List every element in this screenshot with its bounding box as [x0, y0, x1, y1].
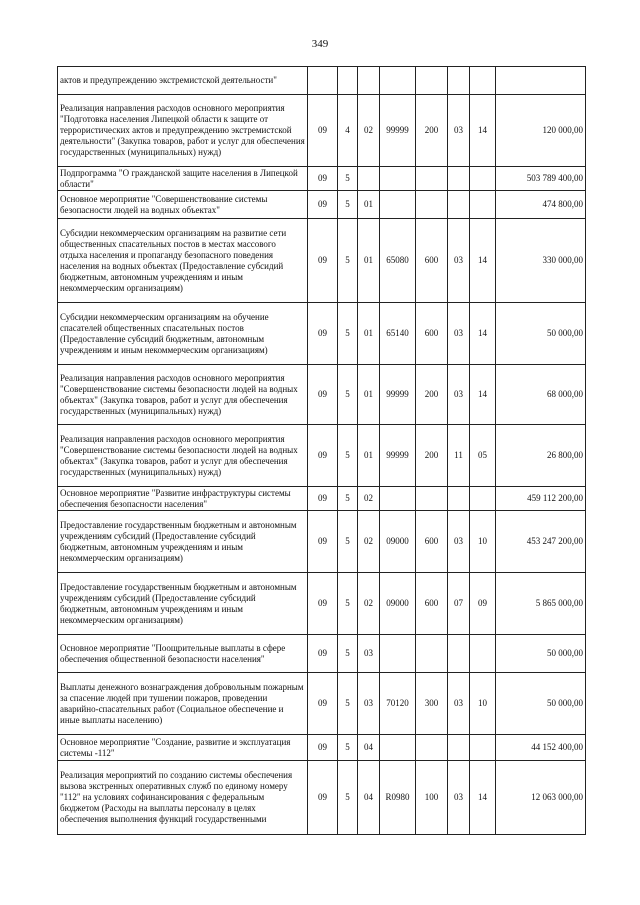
code-subsection [470, 735, 496, 761]
code-direction: 99999 [380, 95, 416, 167]
code-subprogram: 5 [338, 167, 358, 191]
code-program: 09 [308, 167, 338, 191]
code-program: 09 [308, 487, 338, 511]
code-subsection: 14 [470, 303, 496, 365]
code-section [448, 67, 470, 95]
row-name: Предоставление государственным бюджетным и автономным учреждениям субсидий (Предоставление субсидий бюджетным, автономным учреждениям и иным некоммерческим организациям) [58, 511, 308, 573]
code-main-activity: 02 [358, 487, 380, 511]
code-program: 09 [308, 761, 338, 835]
code-main-activity: 04 [358, 761, 380, 835]
code-direction [380, 487, 416, 511]
code-expense-type: 600 [416, 511, 448, 573]
code-expense-type: 600 [416, 303, 448, 365]
row-amount: 68 000,00 [496, 365, 586, 425]
code-section: 03 [448, 95, 470, 167]
code-expense-type: 200 [416, 95, 448, 167]
row-amount: 26 800,00 [496, 425, 586, 487]
page-number: 349 [311, 38, 329, 50]
row-amount: 5 865 000,00 [496, 573, 586, 635]
code-direction: 99999 [380, 365, 416, 425]
code-main-activity: 01 [358, 303, 380, 365]
table-row [58, 735, 586, 761]
code-section: 03 [448, 303, 470, 365]
code-expense-type: 300 [416, 673, 448, 735]
code-program: 09 [308, 635, 338, 673]
code-expense-type: 200 [416, 425, 448, 487]
code-main-activity: 03 [358, 673, 380, 735]
code-direction [380, 735, 416, 761]
table-row [58, 573, 586, 635]
table-row [58, 67, 586, 95]
code-subsection: 14 [470, 219, 496, 303]
code-subsection [470, 67, 496, 95]
code-expense-type [416, 67, 448, 95]
row-amount: 50 000,00 [496, 303, 586, 365]
code-subprogram: 5 [338, 219, 358, 303]
code-direction [380, 167, 416, 191]
code-subsection: 14 [470, 761, 496, 835]
row-amount: 44 152 400,00 [496, 735, 586, 761]
code-subprogram: 5 [338, 191, 358, 219]
code-subprogram: 5 [338, 735, 358, 761]
row-name: Подпрограмма "О гражданской защите населения в Липецкой области" [58, 167, 308, 191]
code-program: 09 [308, 573, 338, 635]
code-main-activity: 02 [358, 573, 380, 635]
code-direction: 99999 [380, 425, 416, 487]
code-subsection: 09 [470, 573, 496, 635]
code-subsection: 05 [470, 425, 496, 487]
code-subsection: 14 [470, 365, 496, 425]
row-name: Субсидии некоммерческим организациям на обучение спасателей общественных спасательных постов (Предоставление субсидий бюджетным, автономным учреждениям и иным некоммерческим организациям) [58, 303, 308, 365]
code-section: 03 [448, 365, 470, 425]
code-expense-type: 200 [416, 365, 448, 425]
code-main-activity: 02 [358, 95, 380, 167]
code-direction: 09000 [380, 573, 416, 635]
code-program: 09 [308, 365, 338, 425]
code-program: 09 [308, 303, 338, 365]
code-direction [380, 67, 416, 95]
code-section: 03 [448, 511, 470, 573]
code-section [448, 487, 470, 511]
code-main-activity: 01 [358, 365, 380, 425]
code-direction [380, 191, 416, 219]
code-section [448, 191, 470, 219]
code-subsection [470, 487, 496, 511]
row-name: Выплаты денежного вознаграждения добровольным пожарным за спасение людей при тушении пожаров, проведении аварийно-спасательных работ (Социальное обеспечение и иные выплаты населению) [58, 673, 308, 735]
table-row [58, 365, 586, 425]
code-main-activity: 03 [358, 635, 380, 673]
row-name: Основное мероприятие "Совершенствование системы безопасности людей на водных объектах" [58, 191, 308, 219]
code-section [448, 635, 470, 673]
code-subprogram: 4 [338, 95, 358, 167]
code-subprogram: 5 [338, 761, 358, 835]
code-expense-type [416, 191, 448, 219]
code-section: 07 [448, 573, 470, 635]
code-subprogram: 5 [338, 635, 358, 673]
code-main-activity: 01 [358, 425, 380, 487]
code-direction: R0980 [380, 761, 416, 835]
code-section: 03 [448, 761, 470, 835]
code-subsection [470, 191, 496, 219]
code-direction: 09000 [380, 511, 416, 573]
code-program: 09 [308, 511, 338, 573]
code-main-activity [358, 167, 380, 191]
row-amount: 453 247 200,00 [496, 511, 586, 573]
code-subsection: 10 [470, 511, 496, 573]
table-row [58, 425, 586, 487]
code-expense-type: 600 [416, 573, 448, 635]
table-row [58, 635, 586, 673]
table-row [58, 167, 586, 191]
table-row [58, 487, 586, 511]
code-section [448, 735, 470, 761]
table-row [58, 761, 586, 835]
code-subsection [470, 635, 496, 673]
code-main-activity: 02 [358, 511, 380, 573]
code-subprogram: 5 [338, 673, 358, 735]
table-row [58, 511, 586, 573]
code-main-activity: 01 [358, 219, 380, 303]
table-row [58, 303, 586, 365]
code-subsection [470, 167, 496, 191]
code-direction [380, 635, 416, 673]
code-subprogram: 5 [338, 511, 358, 573]
code-subprogram: 5 [338, 365, 358, 425]
code-program: 09 [308, 735, 338, 761]
code-direction: 70120 [380, 673, 416, 735]
row-amount: 12 063 000,00 [496, 761, 586, 835]
code-main-activity [358, 67, 380, 95]
row-name: Основное мероприятие "Развитие инфраструктуры системы обеспечения безопасности населения" [58, 487, 308, 511]
row-amount [496, 67, 586, 95]
row-amount: 459 112 200,00 [496, 487, 586, 511]
row-amount: 474 800,00 [496, 191, 586, 219]
row-amount: 50 000,00 [496, 635, 586, 673]
row-name: Реализация направления расходов основного мероприятия "Совершенствование системы безопасности людей на водных объектах" (Закупка товаров, работ и услуг для обеспечения государственных (муниципальных) нужд) [58, 425, 308, 487]
row-name: Субсидии некоммерческим организациям на развитие сети общественных спасательных постов в местах массового отдыха населения и пропаганду безопасного поведения населения на водных объектах (Предоставление субсидий бюджетным, автономным учреждениям и иным некоммерческим организациям) [58, 219, 308, 303]
table-row [58, 673, 586, 735]
code-section: 03 [448, 219, 470, 303]
code-program: 09 [308, 425, 338, 487]
code-expense-type: 100 [416, 761, 448, 835]
row-amount: 330 000,00 [496, 219, 586, 303]
code-expense-type [416, 735, 448, 761]
row-name: Основное мероприятие "Создание, развитие и эксплуатация системы -112" [58, 735, 308, 761]
code-subsection: 14 [470, 95, 496, 167]
code-program: 09 [308, 191, 338, 219]
code-direction: 65080 [380, 219, 416, 303]
code-subprogram: 5 [338, 573, 358, 635]
row-name: актов и предупреждению экстремистской деятельности" [58, 67, 308, 95]
table-row [58, 219, 586, 303]
code-main-activity: 04 [358, 735, 380, 761]
code-program: 09 [308, 673, 338, 735]
row-name: Реализация мероприятий по созданию системы обеспечения вызова экстренных оперативных служб по единому номеру "112" на условиях софинансирования с федеральным бюджетом (Расходы на выплаты персоналу в целях обеспечения выполнения функций государственными [58, 761, 308, 835]
row-amount: 503 789 400,00 [496, 167, 586, 191]
code-program [308, 67, 338, 95]
row-name: Реализация направления расходов основного мероприятия "Совершенствование системы безопасности людей на водных объектах" (Закупка товаров, работ и услуг для обеспечения государственных (муниципальных) нужд) [58, 365, 308, 425]
table-row [58, 95, 586, 167]
code-expense-type: 600 [416, 219, 448, 303]
code-main-activity: 01 [358, 191, 380, 219]
row-amount: 120 000,00 [496, 95, 586, 167]
code-expense-type [416, 635, 448, 673]
code-section: 11 [448, 425, 470, 487]
code-expense-type [416, 487, 448, 511]
code-direction: 65140 [380, 303, 416, 365]
budget-table [57, 66, 586, 835]
row-amount: 50 000,00 [496, 673, 586, 735]
code-subprogram [338, 67, 358, 95]
row-name: Реализация направления расходов основного мероприятия "Подготовка населения Липецкой области к защите от террористических актов и предупреждению экстремистской деятельности" (Закупка товаров, работ и услуг для обеспечения государственных (муниципальных) нужд) [58, 95, 308, 167]
code-section [448, 167, 470, 191]
row-name: Основное мероприятие "Поощрительные выплаты в сфере обеспечения общественной безопасности населения" [58, 635, 308, 673]
row-name: Предоставление государственным бюджетным и автономным учреждениям субсидий (Предоставление субсидий бюджетным, автономным учреждениям и иным некоммерческим организациям) [58, 573, 308, 635]
table-row [58, 191, 586, 219]
code-subprogram: 5 [338, 487, 358, 511]
code-section: 03 [448, 673, 470, 735]
code-program: 09 [308, 95, 338, 167]
code-subprogram: 5 [338, 425, 358, 487]
code-program: 09 [308, 219, 338, 303]
code-subprogram: 5 [338, 303, 358, 365]
code-expense-type [416, 167, 448, 191]
code-subsection: 10 [470, 673, 496, 735]
